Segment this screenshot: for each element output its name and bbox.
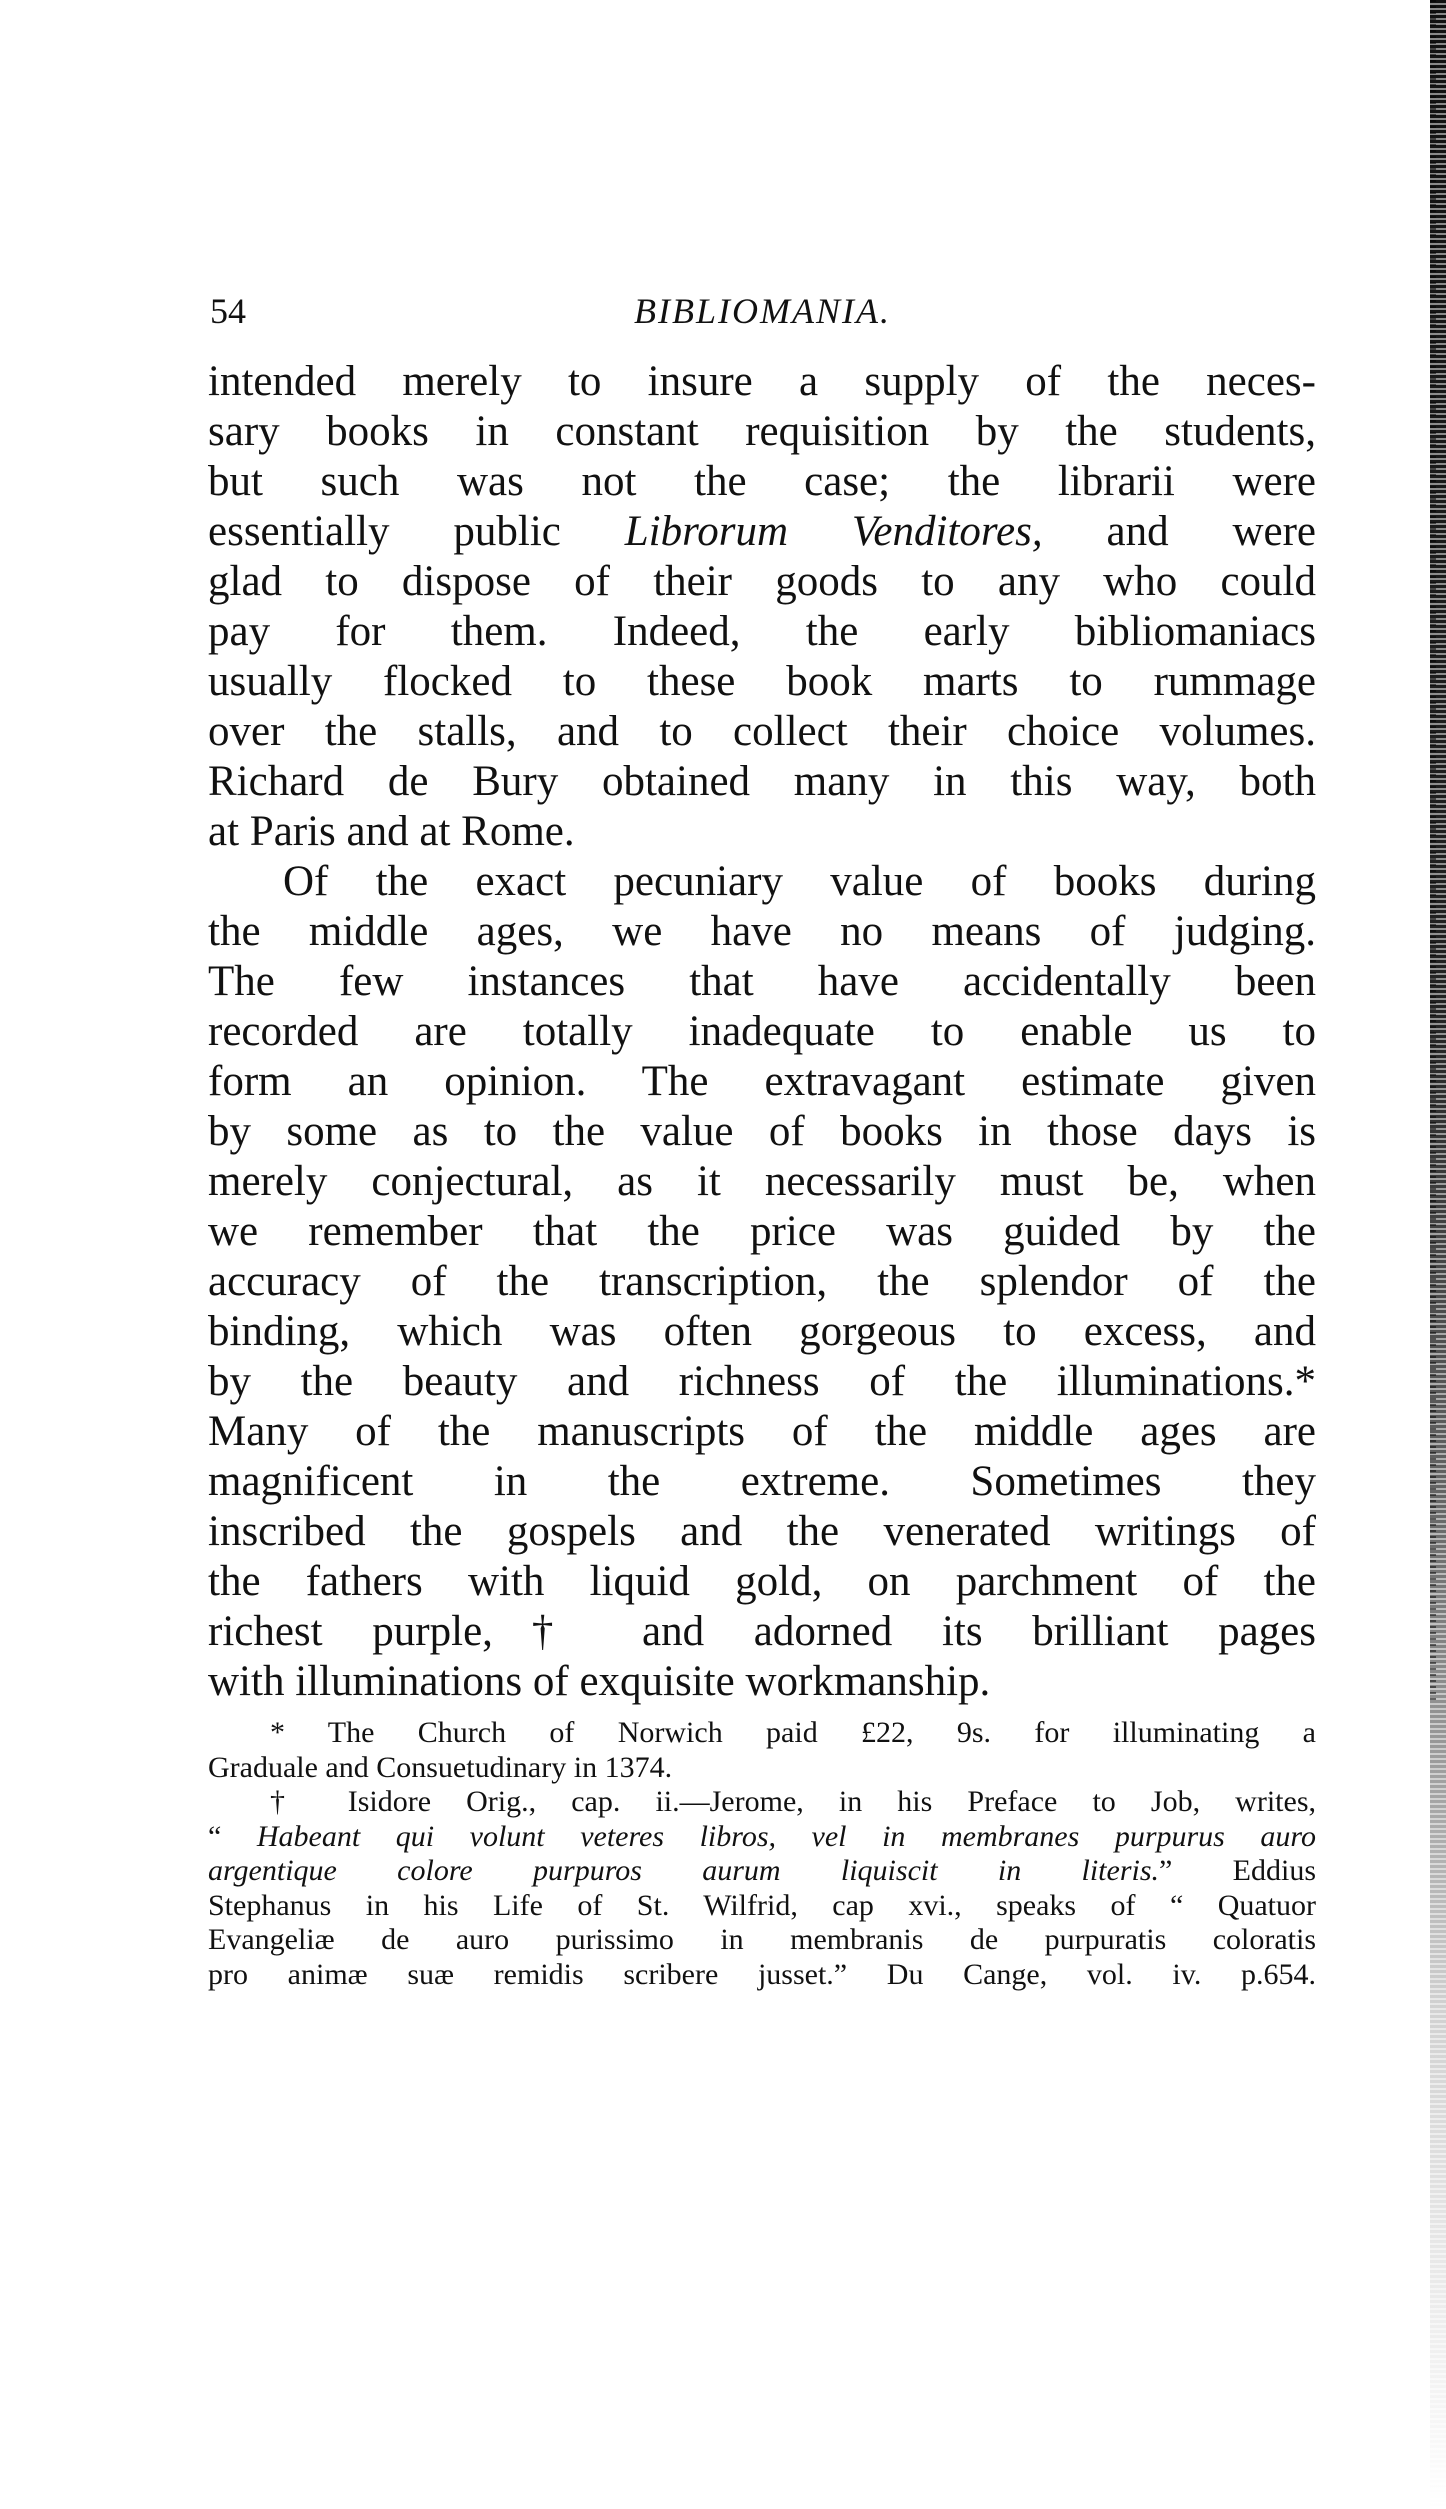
body-line bbox=[208, 1007, 1316, 1057]
body-line bbox=[208, 1457, 1316, 1507]
body-line bbox=[208, 457, 1316, 507]
body-line bbox=[208, 907, 1316, 957]
text-segment: the middle ages, we have no means of judging. bbox=[208, 908, 1316, 955]
text-segment: pay for them. Indeed, the early bibliomaniacs bbox=[208, 608, 1316, 655]
text-segment: by the beauty and richness of the illuminations.* bbox=[208, 1358, 1316, 1405]
text-segment: inscribed the gospels and the venerated writings of bbox=[208, 1508, 1316, 1555]
body-line bbox=[208, 1157, 1316, 1207]
body-line bbox=[208, 1057, 1316, 1107]
body-line bbox=[208, 1607, 1316, 1657]
body-line bbox=[208, 807, 1316, 857]
text-segment: ” Eddius bbox=[1159, 1854, 1316, 1887]
body-line bbox=[208, 957, 1316, 1007]
body-line bbox=[208, 1257, 1316, 1307]
body-line bbox=[208, 357, 1316, 407]
text-segment: form an opinion. The extravagant estimate given bbox=[208, 1058, 1316, 1105]
text-segment: with illuminations of exquisite workmanship. bbox=[208, 1658, 991, 1705]
footnote-line bbox=[208, 1923, 1316, 1958]
text-segment: richest purple,† and adorned its brilliant pages bbox=[208, 1608, 1316, 1655]
page-number: 54 bbox=[210, 291, 246, 331]
text-segment: pro animæ suæ remidis scribere jusset.” Du Cange, vol. iv. p.654. bbox=[208, 1957, 1316, 1991]
italic-text: Librorum Venditores, bbox=[624, 508, 1043, 555]
body-line bbox=[208, 1357, 1316, 1407]
text-segment: * The Church of Norwich paid £22, 9s. for illuminating a bbox=[270, 1716, 1316, 1749]
body-line bbox=[208, 557, 1316, 607]
body-line bbox=[208, 1507, 1316, 1557]
text-segment: at Paris and at Rome. bbox=[208, 808, 575, 855]
footnotes bbox=[208, 1716, 1316, 1992]
body-line bbox=[208, 1207, 1316, 1257]
text-segment: Stephanus in his Life of St. Wilfrid, cap xvi., speaks of “ Quatuor bbox=[208, 1888, 1316, 1922]
text-segment: intended merely to insure a supply of the neces- bbox=[208, 358, 1316, 405]
footnote-line bbox=[208, 1716, 1316, 1751]
text-segment: Many of the manuscripts of the middle ages are bbox=[208, 1408, 1316, 1455]
body-line bbox=[208, 707, 1316, 757]
text-segment: recorded are totally inadequate to enable us to bbox=[208, 1008, 1316, 1055]
text-segment: usually flocked to these book marts to rummage bbox=[208, 658, 1316, 705]
text-segment: merely conjectural, as it necessarily must be, when bbox=[208, 1158, 1316, 1205]
text-segment: “ bbox=[208, 1819, 257, 1853]
body-line bbox=[208, 1307, 1316, 1357]
page-header bbox=[210, 290, 1315, 340]
body-line bbox=[208, 507, 1316, 557]
footnote-line bbox=[208, 1889, 1316, 1924]
scanned-page-edge-speckle bbox=[1430, 0, 1436, 1700]
text-segment: Of the exact pecuniary value of books during bbox=[283, 858, 1316, 905]
body-line bbox=[208, 1407, 1316, 1457]
text-segment: magnificent in the extreme. Sometimes they bbox=[208, 1458, 1316, 1505]
body-line bbox=[208, 757, 1316, 807]
text-segment: over the stalls, and to collect their choice volumes. bbox=[208, 708, 1316, 755]
running-title: BIBLIOMANIA. bbox=[634, 291, 891, 331]
text-segment: and were bbox=[1042, 508, 1316, 555]
text-segment: essentially public bbox=[208, 508, 625, 555]
text-segment: but such was not the case; the librarii were bbox=[208, 458, 1316, 505]
footnote-line bbox=[208, 1785, 1316, 1820]
body-text bbox=[208, 357, 1316, 1707]
footnote-line bbox=[208, 1854, 1316, 1889]
body-line bbox=[208, 657, 1316, 707]
body-line bbox=[208, 857, 1316, 907]
text-segment: accuracy of the transcription, the splendor of the bbox=[208, 1258, 1316, 1305]
italic-text: Habeant qui volunt veteres libros, vel in membranes purpurus auro bbox=[256, 1819, 1316, 1853]
footnote-line bbox=[208, 1751, 1316, 1786]
text-segment: Graduale and Consuetudinary in 1374. bbox=[208, 1750, 673, 1784]
text-segment: by some as to the value of books in those days is bbox=[208, 1108, 1316, 1155]
text-segment: Evangeliæ de auro purissimo in membranis de purpuratis coloratis bbox=[208, 1923, 1316, 1956]
text-segment: glad to dispose of their goods to any who could bbox=[208, 558, 1316, 605]
italic-text: argentique colore purpuros aurum liquiscit in literis. bbox=[208, 1854, 1160, 1887]
text-segment: we remember that the price was guided by the bbox=[208, 1208, 1316, 1255]
body-line bbox=[208, 1557, 1316, 1607]
text-segment: Richard de Bury obtained many in this way, both bbox=[208, 758, 1316, 805]
footnote-line bbox=[208, 1820, 1316, 1855]
footnote-line bbox=[208, 1958, 1316, 1993]
body-line bbox=[208, 1107, 1316, 1157]
body-line bbox=[208, 607, 1316, 657]
text-segment: sary books in constant requisition by the students, bbox=[208, 408, 1316, 455]
body-line bbox=[208, 1657, 1316, 1707]
text-segment: the fathers with liquid gold, on parchment of the bbox=[208, 1558, 1316, 1605]
body-line bbox=[208, 407, 1316, 457]
text-segment: † Isidore Orig., cap. ii.—Jerome, in his Preface to Job, writes, bbox=[270, 1785, 1316, 1818]
text-segment: binding, which was often gorgeous to excess, and bbox=[208, 1308, 1316, 1355]
text-segment: The few instances that have accidentally been bbox=[208, 958, 1316, 1005]
